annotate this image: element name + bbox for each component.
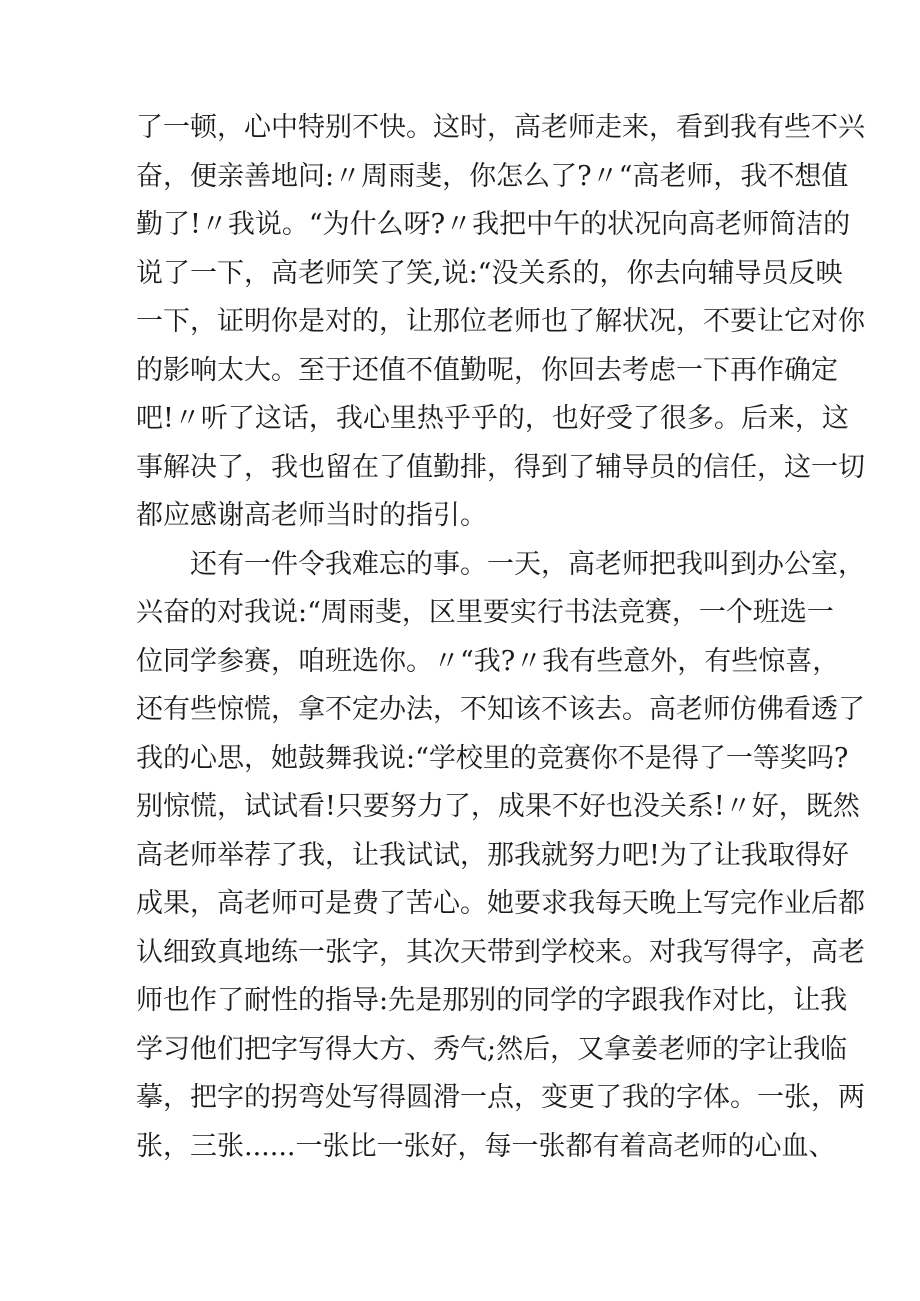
text-line: 还有些惊慌，拿不定办法，不知该不该去。高老师仿佛看透了 (136, 694, 865, 725)
text-line: 说了一下，高老师笑了笑,说:“没关系的，你去向辅导员反映 (136, 257, 843, 289)
text-line: 了一顿，心中特别不快。这时，高老师走来，看到我有些不兴 (136, 112, 865, 143)
text-line: 成果，高老师可是费了苦心。她要求我每天晚上写完作业后都 (136, 888, 865, 919)
text-line: 别惊慌，试试看!只要努力了，成果不好也没关系!〃好，既然 (136, 791, 860, 822)
text-line: 我的心思，她鼓舞我说:“学校里的竞赛你不是得了一等奖吗? (136, 742, 849, 774)
text-line: 高老师举荐了我，让我试试，那我就努力吧!为了让我取得好 (136, 839, 849, 871)
text-line: 事解决了，我也留在了值勤排，得到了辅导员的信任，这一切 (136, 451, 865, 483)
text-line: 摹，把字的拐弯处写得圆滑一点，变更了我的字体。一张，两 (136, 1082, 865, 1113)
text-line: 勤了!〃我说。“为什么呀?〃我把中午的状况向高老师简洁的 (136, 209, 851, 240)
paragraph-end-line: 都应感谢高老师当时的指引。 (136, 500, 487, 531)
text-line: 位同学参赛，咱班选你。〃“我?〃我有些意外，有些惊喜， (136, 645, 840, 677)
text-line: 学习他们把字写得大方、秀气;然后，又拿姜老师的字让我临 (136, 1033, 848, 1065)
text-line: 一下，证明你是对的，让那位老师也了解状况，不要让它对你 (136, 306, 865, 337)
body-text (136, 104, 865, 1171)
text-line: 奋，便亲善地问:〃周雨斐，你怎么了?〃“高老师，我不想值 (136, 160, 849, 192)
text-line: 认细致真地练一张字，其次天带到学校来。对我写得字，高老 (136, 936, 865, 968)
text-line: 的影响太大。至于还值不值勤呢，你回去考虑一下再作确定 (136, 354, 838, 386)
text-line: 吧!〃听了这话，我心里热乎乎的，也好受了很多。后来，这 (136, 403, 849, 434)
text-line: 张，三张......一张比一张好，每一张都有着高老师的心血、 (136, 1130, 836, 1162)
text-line: 兴奋的对我说:“周雨斐，区里要实行书法竞赛，一个班选一 (136, 597, 834, 628)
text-line: 师也作了耐性的指导:先是那别的同学的字跟我作对比，让我 (136, 985, 848, 1016)
paragraph-start-line: 还有一件令我难忘的事。一天，高老师把我叫到办公室， (190, 548, 865, 580)
